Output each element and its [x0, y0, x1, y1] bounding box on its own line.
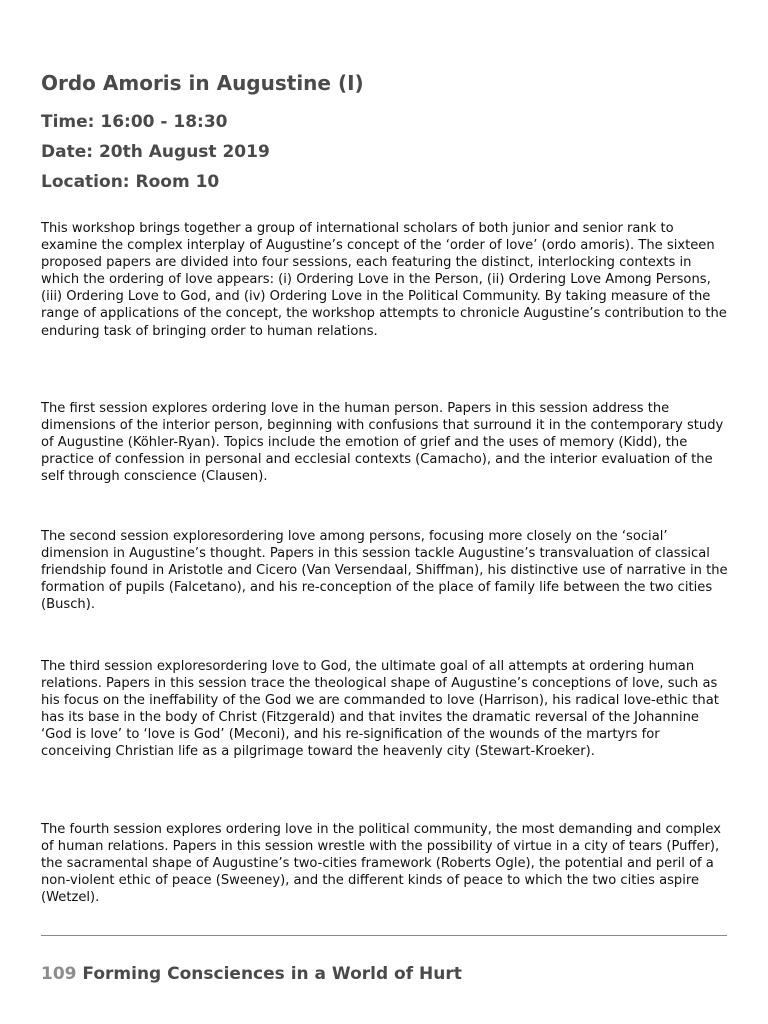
section-divider [41, 935, 727, 936]
second-session-paragraph: The second session exploresordering love among persons, focusing more closely on the ‘social’ dimension in Augustine’s thought. Papers in this session tackle Augustine’s transvaluation of classical friendship found in Aristotle and Cicero (Van Versendaal, Shiffman), his distinctive use of narrative in the formation of pupils (Falcetano), and his re-conception of the place of family life between the two cities (Busch). [41, 529, 728, 613]
session-time: Time: 16:00 - 18:30 [41, 112, 228, 132]
third-session-paragraph: The third session exploresordering love to God, the ultimate goal of all attempts at ordering human relations. Papers in this session trace the theological shape of Augustine’s conceptions of love, such as his focus on the ineffability of the God we are commanded to love (Harrison), his radical love-ethic that has its base in the body of Christ (Fitzgerald) and that invites the dramatic reversal of the Johannine ‘God is love’ to ‘love is God’ (Meconi), and his re-signification of the wounds of the martyrs for conceiving Christian life as a pilgrimage toward the heavenly city (Stewart-Kroeker). [41, 659, 719, 760]
page-title: Ordo Amoris in Augustine (I) [41, 71, 364, 95]
first-session-paragraph: The first session explores ordering love in the human person. Papers in this session address the dimensions of the interior person, beginning with confusions that surround it in the contemporary study of Augustine (Köhler-Ryan). Topics include the emotion of grief and the uses of memory (Kidd), the practice of confession in personal and ecclesial contexts (Camacho), and the interior evaluation of the self through conscience (Clausen). [41, 401, 724, 485]
next-section-title: Forming Consciences in a World of Hurt [82, 964, 462, 984]
session-location: Location: Room 10 [41, 172, 220, 192]
fourth-session-paragraph: The fourth session explores ordering love in the political community, the most demanding and complex of human relations. Papers in this session wrestle with the possibility of virtue in a city of tears (Puffer), the sacramental shape of Augustine’s two-cities framework (Roberts Ogle), the potential and peril of a non-violent ethic of peace (Sweeney), and the different kinds of peace to which the two cities aspire (Wetzel). [41, 822, 721, 906]
session-date: Date: 20th August 2019 [41, 142, 270, 162]
intro-paragraph: This workshop brings together a group of international scholars of both junior and senior rank to examine the complex interplay of Augustine’s concept of the ‘order of love’ (ordo amoris). The sixteen proposed papers are divided into four sessions, each featuring the distinct, interlocking contexts in which the ordering of love appears: (i) Ordering Love in the Person, (ii) Ordering Love Among Persons, (iii) Ordering Love to God, and (iv) Ordering Love in the Political Community. By taking measure of the range of applications of the concept, the workshop attempts to chronicle Augustine’s contribution to the enduring task of bringing order to human relations. [41, 221, 727, 339]
next-section-number: 109 [41, 964, 77, 984]
next-section-heading [41, 964, 462, 984]
